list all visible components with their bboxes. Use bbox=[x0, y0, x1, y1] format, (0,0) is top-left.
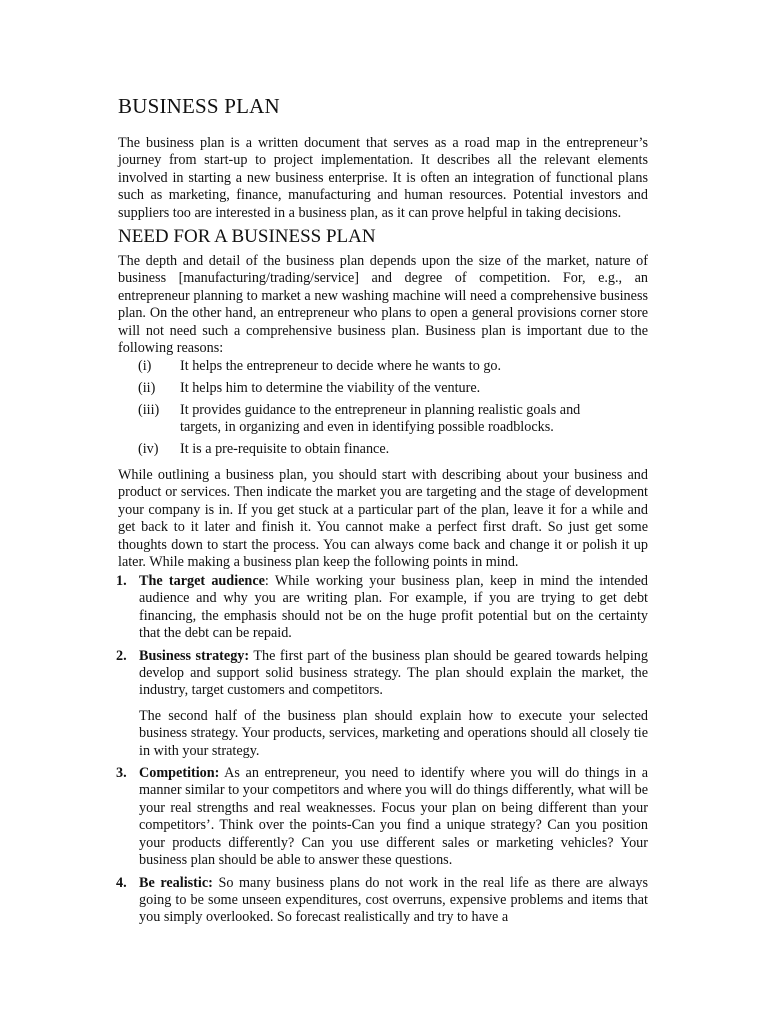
page-title: BUSINESS PLAN bbox=[118, 94, 280, 118]
list-item-number: (ii) bbox=[138, 379, 156, 396]
point-title: Business strategy: bbox=[139, 647, 250, 664]
section-heading: NEED FOR A BUSINESS PLAN bbox=[118, 226, 376, 247]
list-item bbox=[118, 573, 648, 643]
point-number: 1. bbox=[116, 573, 127, 589]
point-text: So many business plans do not work in the real life as there are always going to be some unseen expenditures, cost overruns, expensive problems and items that you simply overlooked. So forecast realistically and try to have a bbox=[139, 874, 648, 926]
list-item-text: It is a pre-requisite to obtain finance. bbox=[180, 441, 390, 458]
list-item-text: It helps him to determine the viability of the venture. bbox=[180, 379, 481, 396]
point-number: 3. bbox=[116, 765, 127, 782]
list-item-number: (i) bbox=[138, 358, 152, 374]
point-text: As an entrepreneur, you need to identify where you will do things in a manner similar to your competitors and where you will do things differently, what will be your real strengths and real weaknesses. Focus your plan on being different than your competitors’. Think over the points-Can you find a unique strategy? Can you position your products differently? Can you use different sales or marketing vehicles? Your business plan should be able to answer these questions. bbox=[139, 765, 648, 869]
list-item bbox=[118, 765, 648, 869]
point-title: Competition: bbox=[139, 765, 220, 782]
list-item bbox=[138, 380, 618, 397]
section-intro-paragraph: The depth and detail of the business plan depends upon the size of the market, nature of business [manufacturing/trading/service] and degree of competition. For, e.g., an entrepreneur planning to market a new washing machine will need a comprehensive business plan. On the other hand, an entrepreneur who plans to open a general provisions corner store will not need such a comprehensive business plan. Business plan is important due to the following reasons: bbox=[118, 253, 648, 357]
point-title: Be realistic: bbox=[139, 874, 213, 891]
list-item bbox=[138, 402, 618, 437]
point-extra-paragraph: The second half of the business plan should explain how to execute your selected business strategy. Your products, services, marketing and operations should all closely tie in with your strategy. bbox=[139, 707, 648, 759]
intro-paragraph: The business plan is a written document that serves as a road map in the entrepreneur’s journey from start-up to project implementation. It describes all the relevant elements involved in starting a new business enterprise. It is often an integration of functional plans such as marketing, finance, manufacturing and human resources. Potential investors and suppliers too are interested in a business plan, as it can prove helpful in taking decisions. bbox=[118, 135, 648, 221]
point-text: : While working your business plan, keep in mind the intended audience and why you are writing plan. For example, if you are trying to get debt financing, the emphasis should not be on the huge profit potential but on the certainty that the debt can be repaid. bbox=[139, 573, 648, 642]
point-text: The first part of the business plan should be geared towards helping develop and support solid business strategy. The plan should explain the market, the industry, target customers and competitors. bbox=[139, 647, 648, 699]
list-item-number: (iv) bbox=[138, 441, 159, 458]
list-item-text: It helps the entrepreneur to decide where he wants to go. bbox=[180, 358, 502, 374]
point-title: The target audience bbox=[139, 573, 265, 589]
list-item bbox=[138, 441, 618, 458]
list-item bbox=[118, 875, 648, 927]
list-item bbox=[118, 648, 648, 760]
list-item-number: (iii) bbox=[138, 401, 160, 418]
outline-paragraph: While outlining a business plan, you should start with describing about your business and product or services. Then indicate the market you are targeting and the stage of development your company is in. If you get stuck at a particular part of the plan, leave it for a while and get back to it later and finish it. You cannot make a perfect first draft. So just get some thoughts down to start the process. You can always come back and change it or polish it up later. While making a business plan keep the following points in mind. bbox=[118, 467, 648, 571]
point-number: 4. bbox=[116, 874, 127, 891]
list-item-text: It provides guidance to the entrepreneur in planning realistic goals and targets, in organizing and even in identifying possible roadblocks. bbox=[180, 401, 581, 436]
point-number: 2. bbox=[116, 647, 127, 664]
points-list bbox=[118, 573, 648, 932]
list-item bbox=[138, 358, 618, 375]
reasons-list bbox=[138, 358, 618, 463]
